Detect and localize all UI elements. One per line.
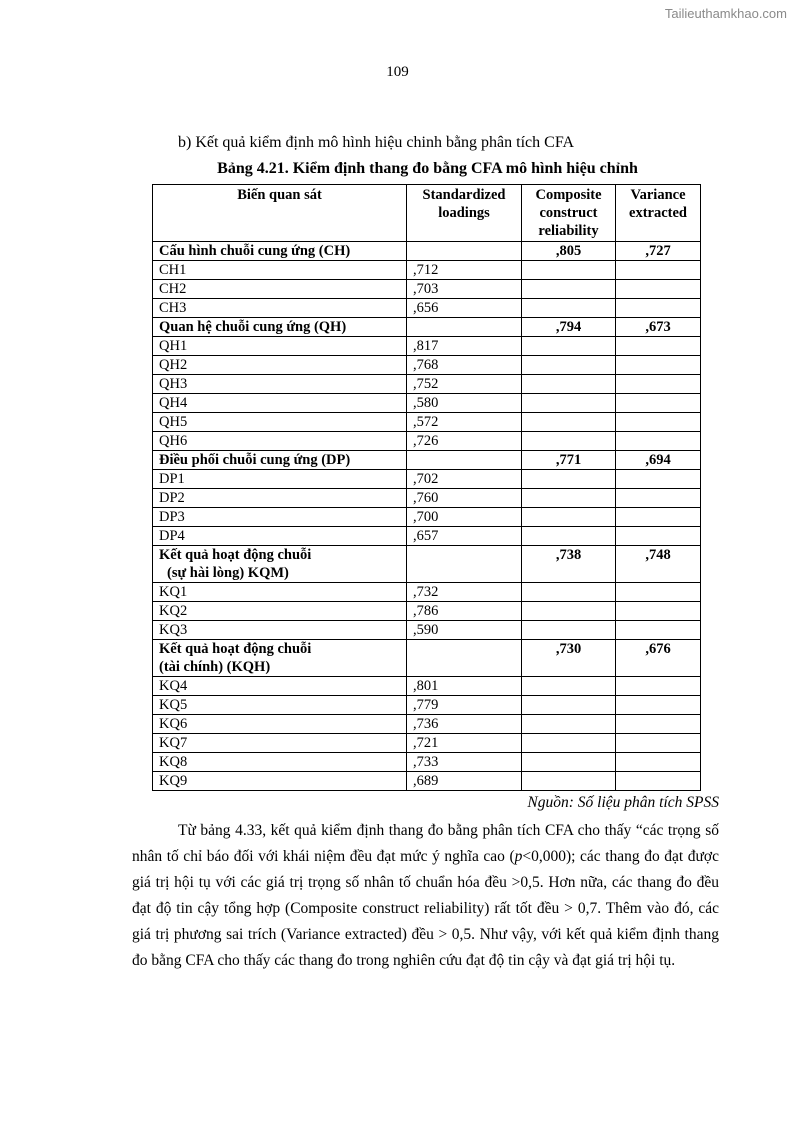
composite-reliability-value: ,738 <box>522 546 616 583</box>
group-name-cell <box>153 242 407 261</box>
header-ve-line2: extracted <box>629 205 687 221</box>
table-group-row <box>153 318 701 337</box>
item-name: DP3 <box>153 508 407 527</box>
table-row <box>153 489 701 508</box>
empty-cell <box>616 337 701 356</box>
composite-reliability-value: ,805 <box>522 242 616 261</box>
table-group-row <box>153 640 701 677</box>
empty-cell <box>616 621 701 640</box>
table-row <box>153 772 701 791</box>
item-loading: ,721 <box>407 734 522 753</box>
item-name: KQ2 <box>153 602 407 621</box>
group-name-line2: (tài chính) (KQH) <box>159 659 271 675</box>
empty-cell <box>522 696 616 715</box>
table-title: Bảng 4.21. Kiểm định thang đo bằng CFA mô hình hiệu chỉnh <box>217 160 638 177</box>
paragraph-part1: Từ bảng 4.33, kết quả kiểm định thang đo bằng phân tích CFA cho thấy “các trọng số nhân tố chỉ báo đối với khái niệm đều đạt mức ý nghĩa cao ( <box>132 822 719 865</box>
header-variance-extracted <box>616 185 701 242</box>
page-number: 109 <box>386 64 409 80</box>
group-name-line1: Quan hệ chuỗi cung ứng (QH) <box>159 319 347 335</box>
watermark: Tailieuthamkhao.com <box>664 6 787 21</box>
variance-extracted-value: ,727 <box>616 242 701 261</box>
header-ccr-line2: construct <box>539 205 598 221</box>
empty-cell <box>616 299 701 318</box>
item-name: CH1 <box>153 261 407 280</box>
empty-cell <box>522 489 616 508</box>
empty-cell <box>616 261 701 280</box>
header-ccr-line1: Composite <box>535 187 602 203</box>
empty-cell <box>616 375 701 394</box>
empty-cell <box>522 715 616 734</box>
group-loading-cell <box>407 318 522 337</box>
table-row <box>153 432 701 451</box>
empty-cell <box>616 489 701 508</box>
empty-cell <box>616 602 701 621</box>
empty-cell <box>522 261 616 280</box>
empty-cell <box>522 280 616 299</box>
item-loading: ,700 <box>407 508 522 527</box>
table-row <box>153 470 701 489</box>
table-group-row <box>153 242 701 261</box>
table-row <box>153 583 701 602</box>
variance-extracted-value: ,694 <box>616 451 701 470</box>
group-name-line1: Điều phối chuỗi cung ứng (DP) <box>159 452 351 468</box>
table-row <box>153 527 701 546</box>
empty-cell <box>522 677 616 696</box>
item-name: DP2 <box>153 489 407 508</box>
table-row <box>153 715 701 734</box>
variance-extracted-value: ,673 <box>616 318 701 337</box>
composite-reliability-value: ,730 <box>522 640 616 677</box>
item-name: KQ8 <box>153 753 407 772</box>
empty-cell <box>522 508 616 527</box>
group-loading-cell <box>407 242 522 261</box>
table-row <box>153 734 701 753</box>
item-loading: ,752 <box>407 375 522 394</box>
composite-reliability-value: ,771 <box>522 451 616 470</box>
item-loading: ,726 <box>407 432 522 451</box>
empty-cell <box>616 356 701 375</box>
item-name: DP1 <box>153 470 407 489</box>
header-ccr-line3: reliability <box>538 223 599 239</box>
empty-cell <box>616 583 701 602</box>
group-name-line1: Cấu hình chuỗi cung ứng (CH) <box>159 243 351 259</box>
table-group-row <box>153 451 701 470</box>
empty-cell <box>616 394 701 413</box>
item-loading: ,712 <box>407 261 522 280</box>
empty-cell <box>616 734 701 753</box>
item-loading: ,733 <box>407 753 522 772</box>
item-name: KQ3 <box>153 621 407 640</box>
table-row <box>153 280 701 299</box>
item-name: KQ6 <box>153 715 407 734</box>
empty-cell <box>522 337 616 356</box>
empty-cell <box>522 734 616 753</box>
table-row <box>153 621 701 640</box>
empty-cell <box>522 432 616 451</box>
item-name: QH1 <box>153 337 407 356</box>
empty-cell <box>522 772 616 791</box>
empty-cell <box>616 715 701 734</box>
item-loading: ,702 <box>407 470 522 489</box>
header-composite-reliability <box>522 185 616 242</box>
header-loadings-line2: loadings <box>438 205 490 221</box>
empty-cell <box>522 413 616 432</box>
paragraph-part2: <0,000); các thang đo đạt được giá trị hội tụ với các giá trị trọng số nhân tố chuẩn hóa đều >0,5. Hơn nữa, các thang đo đều đạt độ tin cậy tổng hợp (Composite construct reliability) rất tốt đều > 0,7. Thêm vào đó, các giá trị phương sai trích (Variance extracted) đều > 0,5. Như vậy, với kết quả kiểm định thang đo bằng CFA cho thấy các thang đo trong nghiên cứu đạt độ tin cậy và đạt giá trị hội tụ. <box>132 848 720 969</box>
item-name: QH6 <box>153 432 407 451</box>
empty-cell <box>522 394 616 413</box>
item-loading: ,817 <box>407 337 522 356</box>
empty-cell <box>616 527 701 546</box>
empty-cell <box>522 375 616 394</box>
empty-cell <box>616 696 701 715</box>
group-name-cell <box>153 318 407 337</box>
variance-extracted-value: ,748 <box>616 546 701 583</box>
item-name: QH2 <box>153 356 407 375</box>
table-row <box>153 337 701 356</box>
header-variable: Biến quan sát <box>153 185 407 242</box>
variance-extracted-value: ,676 <box>616 640 701 677</box>
empty-cell <box>616 677 701 696</box>
table-row <box>153 261 701 280</box>
group-name-line2: (sự hài lòng) KQM) <box>167 565 289 581</box>
item-loading: ,657 <box>407 527 522 546</box>
item-loading: ,760 <box>407 489 522 508</box>
empty-cell <box>522 470 616 489</box>
item-name: KQ5 <box>153 696 407 715</box>
empty-cell <box>616 508 701 527</box>
group-name-line1: Kết quả hoạt động chuỗi <box>159 547 312 563</box>
table-row <box>153 356 701 375</box>
item-name: QH3 <box>153 375 407 394</box>
item-loading: ,590 <box>407 621 522 640</box>
cfa-table <box>152 184 701 791</box>
source-note: Nguồn: Số liệu phân tích SPSS <box>527 794 719 811</box>
item-name: CH3 <box>153 299 407 318</box>
group-loading-cell <box>407 546 522 583</box>
item-loading: ,703 <box>407 280 522 299</box>
paragraph-p-symbol: p <box>514 848 523 865</box>
item-loading: ,779 <box>407 696 522 715</box>
empty-cell <box>616 280 701 299</box>
table-row <box>153 677 701 696</box>
item-name: QH4 <box>153 394 407 413</box>
item-loading: ,656 <box>407 299 522 318</box>
group-name-cell <box>153 451 407 470</box>
group-name-cell <box>153 546 407 583</box>
body-paragraph <box>132 818 719 974</box>
group-name-cell <box>153 640 407 677</box>
section-subheading: b) Kết quả kiểm định mô hình hiệu chinh bằng phân tích CFA <box>178 134 575 151</box>
item-loading: ,768 <box>407 356 522 375</box>
table-row <box>153 299 701 318</box>
item-name: KQ4 <box>153 677 407 696</box>
empty-cell <box>522 602 616 621</box>
table-header-row <box>153 185 701 242</box>
empty-cell <box>616 772 701 791</box>
table-row <box>153 696 701 715</box>
table-body <box>153 242 701 791</box>
item-loading: ,732 <box>407 583 522 602</box>
empty-cell <box>522 356 616 375</box>
header-loadings <box>407 185 522 242</box>
composite-reliability-value: ,794 <box>522 318 616 337</box>
empty-cell <box>616 413 701 432</box>
empty-cell <box>522 583 616 602</box>
table-row <box>153 375 701 394</box>
item-name: KQ9 <box>153 772 407 791</box>
item-name: CH2 <box>153 280 407 299</box>
empty-cell <box>522 621 616 640</box>
table-row <box>153 413 701 432</box>
header-loadings-line1: Standardized <box>422 187 506 203</box>
table-row <box>153 508 701 527</box>
item-loading: ,786 <box>407 602 522 621</box>
empty-cell <box>616 432 701 451</box>
item-name: KQ7 <box>153 734 407 753</box>
empty-cell <box>522 299 616 318</box>
empty-cell <box>616 753 701 772</box>
header-ve-line1: Variance <box>630 187 686 203</box>
item-loading: ,801 <box>407 677 522 696</box>
table-row <box>153 602 701 621</box>
table-row <box>153 394 701 413</box>
table-group-row <box>153 546 701 583</box>
table-row <box>153 753 701 772</box>
empty-cell <box>522 527 616 546</box>
item-name: KQ1 <box>153 583 407 602</box>
group-name-line1: Kết quả hoạt động chuỗi <box>159 641 312 657</box>
item-loading: ,736 <box>407 715 522 734</box>
group-loading-cell <box>407 640 522 677</box>
item-loading: ,689 <box>407 772 522 791</box>
item-loading: ,580 <box>407 394 522 413</box>
item-name: DP4 <box>153 527 407 546</box>
empty-cell <box>522 753 616 772</box>
item-name: QH5 <box>153 413 407 432</box>
empty-cell <box>616 470 701 489</box>
group-loading-cell <box>407 451 522 470</box>
item-loading: ,572 <box>407 413 522 432</box>
